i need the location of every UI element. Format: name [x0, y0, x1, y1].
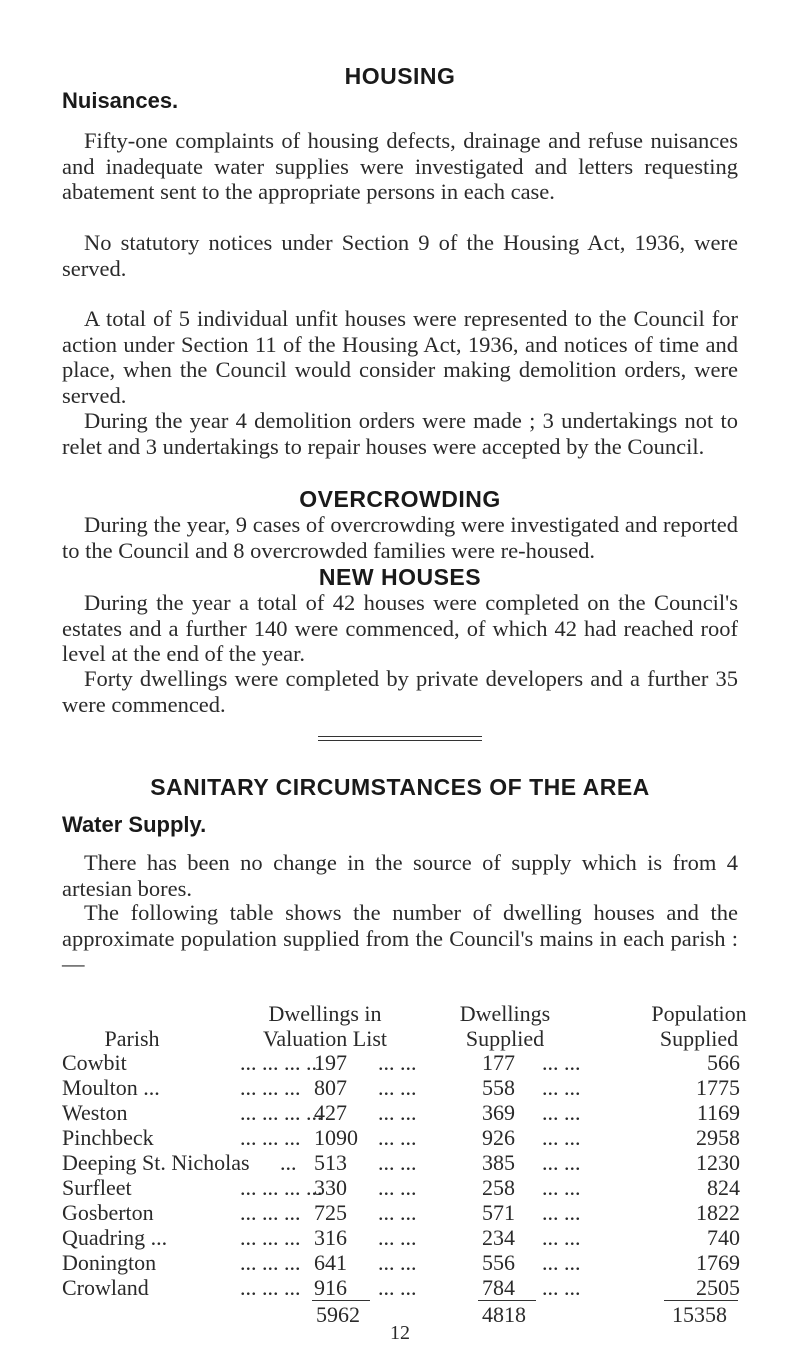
population-value: 566: [707, 1050, 740, 1075]
supplied-value: 369: [482, 1100, 515, 1125]
population-value: 1822: [696, 1200, 740, 1225]
supplied-value: 556: [482, 1250, 515, 1275]
supplied-value: 258: [482, 1175, 515, 1200]
table-row: [62, 1275, 742, 1300]
leader-dots: ... ... ...: [240, 1275, 301, 1300]
leader-dots: ... ...: [378, 1050, 417, 1075]
leader-dots: ... ... ... ...: [240, 1175, 323, 1200]
leader-dots: ... ...: [542, 1200, 581, 1225]
parish-name: Quadring ...: [62, 1225, 168, 1250]
parish-name: Crowland: [62, 1275, 149, 1300]
table-row: [62, 1175, 742, 1200]
valuation-total-rule: [312, 1300, 370, 1301]
housing-heading: HOUSING: [344, 63, 456, 89]
leader-dots: ... ...: [378, 1225, 417, 1250]
parish-name: Weston: [62, 1100, 128, 1125]
leader-dots: ... ...: [378, 1125, 417, 1150]
sanitary-heading: SANITARY CIRCUMSTANCES OF THE AREA: [150, 774, 650, 800]
table-row: [62, 1250, 742, 1275]
leader-dots: ... ...: [542, 1075, 581, 1100]
header-valuation-line1: Dwellings in: [268, 1001, 382, 1026]
leader-dots: ... ...: [542, 1125, 581, 1150]
leader-dots: ... ...: [542, 1150, 581, 1175]
leader-dots: ... ...: [542, 1250, 581, 1275]
leader-dots: ... ...: [378, 1200, 417, 1225]
leader-dots: ... ... ...: [240, 1200, 301, 1225]
header-parish: Parish: [104, 1026, 160, 1051]
header-population-line1: Population: [651, 1001, 747, 1026]
table-row: [62, 1075, 742, 1100]
leader-dots: ... ... ...: [240, 1075, 301, 1100]
supplied-value: 784: [482, 1275, 515, 1300]
supplied-value: 177: [482, 1050, 515, 1075]
parish-name: Deeping St. Nicholas: [62, 1150, 250, 1175]
nuisances-subheading: Nuisances.: [62, 88, 179, 113]
nuisances-paragraph-2: No statutory notices under Section 9 of the Housing Act, 1936, were served.: [62, 230, 738, 281]
water-paragraph-1: There has been no change in the source of supply which is from 4 artesian bores.: [62, 850, 738, 901]
header-supplied-line2: Supplied: [465, 1026, 545, 1051]
leader-dots: ... ... ...: [240, 1250, 301, 1275]
leader-dots: ... ...: [542, 1050, 581, 1075]
header-valuation-line2: Valuation List: [262, 1026, 388, 1051]
population-total-rule: [664, 1300, 738, 1301]
valuation-value: 197: [314, 1050, 347, 1075]
table-row: [62, 1200, 742, 1225]
supplied-total: 4818: [482, 1302, 526, 1327]
leader-dots: ... ...: [378, 1175, 417, 1200]
parish-name: Moulton ...: [62, 1075, 160, 1100]
valuation-value: 330: [314, 1175, 347, 1200]
table-row: [62, 1225, 742, 1250]
leader-dots: ... ...: [542, 1175, 581, 1200]
leader-dots: ... ...: [378, 1275, 417, 1300]
population-value: 1169: [696, 1100, 740, 1125]
population-value: 2958: [696, 1125, 740, 1150]
header-population-line2: Supplied: [659, 1026, 739, 1051]
population-value: 2505: [696, 1275, 740, 1300]
supplied-value: 571: [482, 1200, 515, 1225]
parish-name: Pinchbeck: [62, 1125, 154, 1150]
valuation-value: 916: [314, 1275, 347, 1300]
parish-name: Gosberton: [62, 1200, 154, 1225]
population-value: 1775: [696, 1075, 740, 1100]
leader-dots: ... ...: [378, 1075, 417, 1100]
leader-dots: ... ... ...: [240, 1125, 301, 1150]
header-supplied-line1: Dwellings: [459, 1001, 551, 1026]
leader-dots: ... ...: [542, 1275, 581, 1300]
table-row: [62, 1125, 742, 1150]
leader-dots: ... ...: [378, 1250, 417, 1275]
new-houses-paragraph-1: During the year a total of 42 houses were completed on the Council's estates and a further 140 were commenced, of which 42 had reached roof level at the end of the year.: [62, 590, 738, 666]
valuation-value: 316: [314, 1225, 347, 1250]
parish-name: Surfleet: [62, 1175, 132, 1200]
leader-dots: ... ... ...: [240, 1225, 301, 1250]
leader-dots: ... ...: [542, 1100, 581, 1125]
water-paragraph-2: The following table shows the number of dwelling houses and the approximate population supplied from the Council's mains in each parish :—: [62, 900, 738, 976]
table-row: [62, 1100, 742, 1125]
leader-dots: ... ...: [378, 1150, 417, 1175]
nuisances-paragraph-4: During the year 4 demolition orders were made ; 3 undertakings not to relet and 3 undertakings to repair houses were accepted by the Council.: [62, 408, 738, 459]
population-value: 740: [707, 1225, 740, 1250]
nuisances-paragraph-3: A total of 5 individual unfit houses were represented to the Council for action under Section 11 of the Housing Act, 1936, and notices of time and place, when the Council would consider making demolition orders, were served.: [62, 306, 738, 408]
valuation-total: 5962: [316, 1302, 360, 1327]
population-total: 15358: [672, 1302, 727, 1327]
table-row: [62, 1050, 742, 1075]
population-value: 1230: [696, 1150, 740, 1175]
water-supply-subheading: Water Supply.: [62, 812, 207, 837]
divider-rule-bottom: [318, 740, 482, 741]
valuation-value: 427: [314, 1100, 347, 1125]
table-row: [62, 1150, 742, 1175]
divider-rule-top: [318, 736, 482, 737]
supplied-total-rule: [478, 1300, 536, 1301]
population-value: 824: [707, 1175, 740, 1200]
supplied-value: 926: [482, 1125, 515, 1150]
leader-dots: ... ... ... ...: [240, 1100, 323, 1125]
supplied-value: 558: [482, 1075, 515, 1100]
leader-dots: ... ...: [378, 1100, 417, 1125]
overcrowding-paragraph: During the year, 9 cases of overcrowding were investigated and reported to the Council and 8 overcrowded families were re-housed.: [62, 512, 738, 563]
new-houses-paragraph-2: Forty dwellings were completed by private developers and a further 35 were commenced.: [62, 666, 738, 717]
valuation-value: 513: [314, 1150, 347, 1175]
valuation-value: 725: [314, 1200, 347, 1225]
page-number: 12: [390, 1322, 410, 1344]
supplied-value: 234: [482, 1225, 515, 1250]
valuation-value: 807: [314, 1075, 347, 1100]
supplied-value: 385: [482, 1150, 515, 1175]
leader-dots: ... ... ... ...: [240, 1050, 323, 1075]
parish-name: Donington: [62, 1250, 157, 1275]
leader-dots: ...: [280, 1150, 297, 1175]
nuisances-paragraph-1: Fifty-one complaints of housing defects, drainage and refuse nuisances and inadequate water supplies were investigated and letters requesting abatement sent to the appropriate persons in each case.: [62, 128, 738, 204]
overcrowding-heading: OVERCROWDING: [299, 486, 501, 512]
valuation-value: 1090: [314, 1125, 358, 1150]
population-value: 1769: [696, 1250, 740, 1275]
valuation-value: 641: [314, 1250, 347, 1275]
new-houses-heading: NEW HOUSES: [318, 564, 482, 590]
leader-dots: ... ...: [542, 1225, 581, 1250]
parish-name: Cowbit: [62, 1050, 127, 1075]
